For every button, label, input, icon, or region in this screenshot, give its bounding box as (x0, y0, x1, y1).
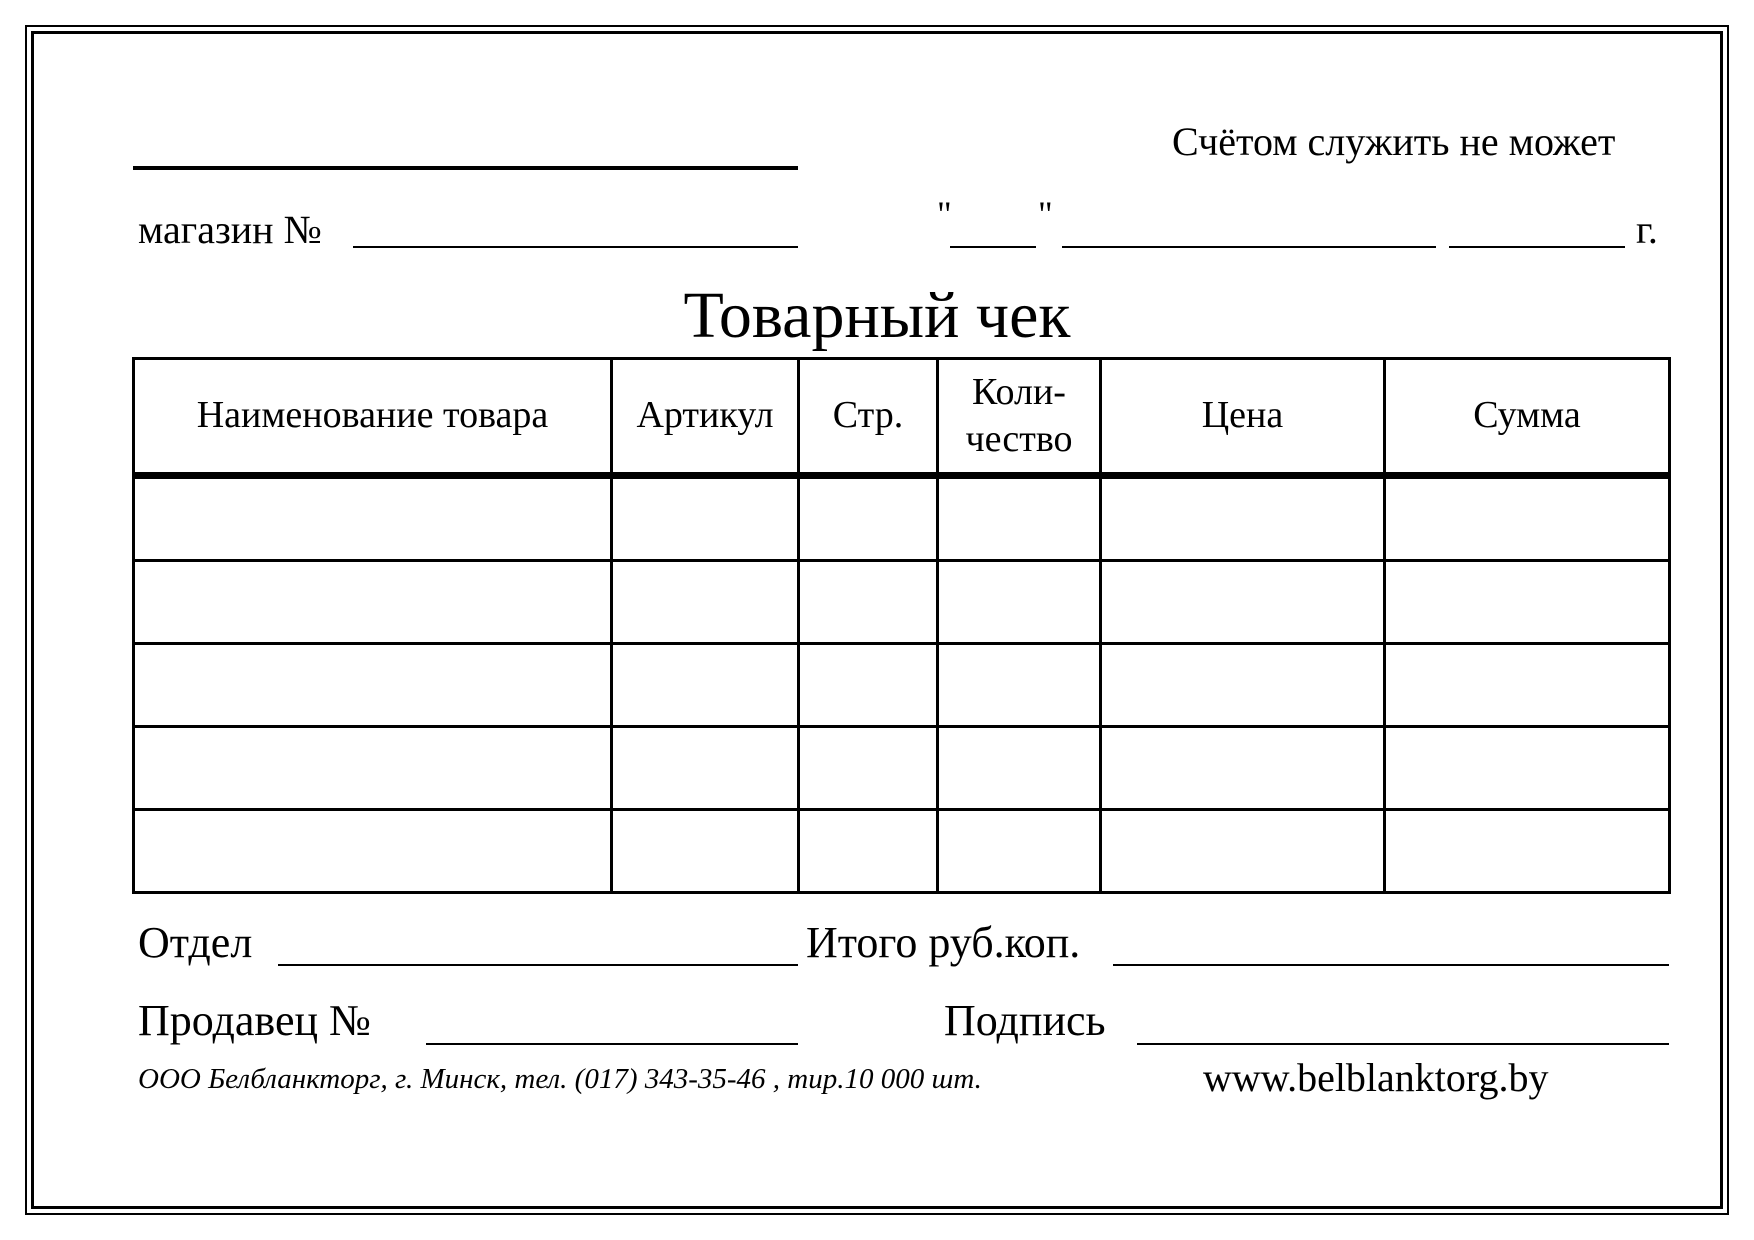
column-header-article: Артикул (612, 359, 799, 476)
cell-sum[interactable] (1385, 476, 1670, 561)
total-label: Итого руб.коп. (806, 918, 1081, 967)
date-close-quote: " (1038, 194, 1053, 234)
total-line[interactable] (1113, 964, 1669, 966)
cell-price[interactable] (1101, 810, 1385, 893)
not-an-invoice-notice: Счётом служить не может (1172, 119, 1616, 164)
cell-sum[interactable] (1385, 810, 1670, 893)
cell-price[interactable] (1101, 727, 1385, 810)
date-year-line[interactable] (1449, 246, 1625, 248)
cell-price[interactable] (1101, 561, 1385, 644)
cell-sum[interactable] (1385, 644, 1670, 727)
date-month-line[interactable] (1062, 246, 1436, 248)
cell-page[interactable] (799, 561, 938, 644)
signature-label: Подпись (944, 996, 1106, 1045)
cell-product-name[interactable] (134, 810, 612, 893)
table-row (134, 644, 1670, 727)
organization-name-line[interactable] (133, 166, 798, 170)
website-link[interactable]: www.belblanktorg.by (1203, 1055, 1549, 1100)
store-number-line[interactable] (353, 246, 798, 248)
cell-quantity[interactable] (938, 810, 1101, 893)
store-number-label: магазин № (138, 207, 322, 252)
signature-line[interactable] (1137, 1043, 1669, 1045)
cell-quantity[interactable] (938, 644, 1101, 727)
document-title: Товарный чек (683, 279, 1071, 352)
table-header-row (134, 359, 1670, 476)
goods-table (132, 357, 1671, 894)
department-line[interactable] (278, 964, 798, 966)
quantity-header-line2: чество (965, 418, 1073, 460)
cell-article[interactable] (612, 727, 799, 810)
department-label: Отдел (138, 918, 253, 967)
cell-product-name[interactable] (134, 476, 612, 561)
cell-sum[interactable] (1385, 561, 1670, 644)
year-suffix: г. (1636, 207, 1658, 252)
cell-article[interactable] (612, 810, 799, 893)
cell-price[interactable] (1101, 476, 1385, 561)
cell-product-name[interactable] (134, 644, 612, 727)
table-row (134, 727, 1670, 810)
table-row (134, 810, 1670, 893)
date-day-line[interactable] (950, 246, 1036, 248)
column-header-page: Стр. (799, 359, 938, 476)
company-info: ООО Белбланкторг, г. Минск, тел. (017) 343-35-46 , тир.10 000 шт. (138, 1063, 982, 1095)
seller-number-label: Продавец № (138, 996, 371, 1045)
cell-quantity[interactable] (938, 476, 1101, 561)
column-header-price: Цена (1101, 359, 1385, 476)
table-row (134, 561, 1670, 644)
cell-product-name[interactable] (134, 561, 612, 644)
cell-page[interactable] (799, 476, 938, 561)
cell-product-name[interactable] (134, 727, 612, 810)
cell-article[interactable] (612, 644, 799, 727)
column-header-product-name: Наименование товара (134, 359, 612, 476)
cell-page[interactable] (799, 727, 938, 810)
column-header-sum: Сумма (1385, 359, 1670, 476)
cell-page[interactable] (799, 810, 938, 893)
cell-sum[interactable] (1385, 727, 1670, 810)
date-open-quote: " (937, 194, 952, 234)
table-row (134, 476, 1670, 561)
column-header-quantity (938, 359, 1101, 476)
quantity-header-line1: Коли- (972, 370, 1066, 413)
cell-quantity[interactable] (938, 727, 1101, 810)
seller-number-line[interactable] (426, 1043, 798, 1045)
cell-price[interactable] (1101, 644, 1385, 727)
cell-quantity[interactable] (938, 561, 1101, 644)
cell-article[interactable] (612, 476, 799, 561)
cell-article[interactable] (612, 561, 799, 644)
cell-page[interactable] (799, 644, 938, 727)
